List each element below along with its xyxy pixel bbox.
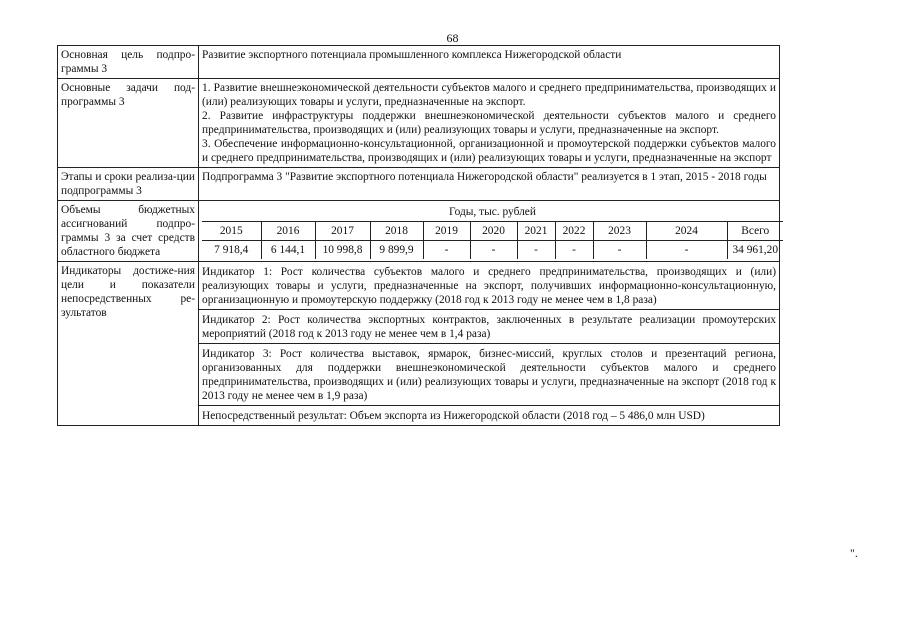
task-item: 1. Развитие внешнеэкономической деятельности субъектов малого и среднего предпринимательства, производящих и (или) реализующих товары и услуги, предназначенные на экспорт.: [202, 82, 776, 108]
closing-quote-mark: ".: [850, 546, 858, 560]
value-cell: -: [423, 241, 470, 260]
year-cell: 2018: [370, 222, 423, 241]
year-cell: 2015: [202, 222, 261, 241]
value-cell: 6 144,1: [261, 241, 315, 260]
year-cell: 2017: [315, 222, 370, 241]
year-cell: 2024: [646, 222, 727, 241]
year-cell: 2023: [593, 222, 646, 241]
value-cell: 10 998,8: [315, 241, 370, 260]
page-number: 68: [446, 31, 459, 45]
value-cell: -: [555, 241, 593, 260]
budget-row: [58, 201, 780, 262]
year-cell-total: Всего: [727, 222, 783, 241]
tasks-label: Основные задачи под-программы 3: [58, 79, 199, 168]
goal-text: Развитие экспортного потенциала промышленного комплекса Нижегородской области: [199, 46, 780, 79]
tasks-content: [199, 79, 780, 168]
value-cell: -: [646, 241, 727, 260]
stages-label: Этапы и сроки реализа-ции подпрограммы 3: [58, 168, 199, 201]
value-cell: 7 918,4: [202, 241, 261, 260]
budget-header-row: [202, 203, 783, 222]
indicator-item: Индикатор 3: Рост количества выставок, ярмарок, бизнес-миссий, круглых столов и презентаций региона, организованных для поддержки внешнеэкономической деятельности субъектов малого и среднего предпринимательства, производящих и (или) реализующих товары и услуги, предназначенные на экспорт (2018 год к 2013 году не менее чем в 1,9 раза): [199, 344, 779, 406]
direct-result-item: Непосредственный результат: Объем экспорта из Нижегородской области (2018 год – 5 486,0 млн USD): [202, 410, 705, 422]
year-cell: 2020: [470, 222, 517, 241]
budget-content: [199, 201, 780, 262]
budget-years-row: [202, 222, 783, 241]
indicator-item: Индикатор 1: Рост количества субъектов малого и среднего предпринимательства, производящих и (или) реализующих товары и услуги, предназначенные на экспорт, получивших информационно-консультационную, организационную и промоутерскую поддержку (2018 год к 2013 году не менее чем в 1,8 раза): [199, 262, 779, 310]
budget-label: Объемы бюджетных ассигнований подпро-граммы 3 за счет средств областного бюджета: [58, 201, 199, 262]
year-cell: 2022: [555, 222, 593, 241]
year-cell: 2019: [423, 222, 470, 241]
indicators-row: [58, 262, 780, 426]
goal-row: [58, 46, 780, 79]
tasks-row: [58, 79, 780, 168]
year-cell: 2016: [261, 222, 315, 241]
value-cell: -: [517, 241, 555, 260]
indicators-label: Индикаторы достиже-ния цели и показатели непосредственных ре-зультатов: [58, 262, 199, 426]
year-cell: 2021: [517, 222, 555, 241]
value-cell: -: [593, 241, 646, 260]
task-item: 2. Развитие инфраструктуры поддержки внешнеэкономической деятельности субъектов малого и среднего предпринимательства, производящих и (или) реализующих товары и услуги, предназначенные на экспорт.: [202, 110, 776, 136]
budget-table: [202, 203, 783, 259]
goal-label: Основная цель подпро-граммы 3: [58, 46, 199, 79]
value-cell-total: 34 961,20: [727, 241, 783, 260]
indicators-content: [199, 262, 780, 426]
stages-text: Подпрограмма 3 "Развитие экспортного потенциала Нижегородской области" реализуется в 1 этап, 2015 - 2018 годы: [199, 168, 780, 201]
indicator-item: Индикатор 2: Рост количества экспортных контрактов, заключенных в результате реализации промоутерских мероприятий (2018 год к 2013 году не менее чем в 1,4 раза): [199, 310, 779, 344]
value-cell: -: [470, 241, 517, 260]
task-item: 3. Обеспечение информационно-консультационной, организационной и промоутерской поддержки субъектов малого и среднего предпринимательства, производящих и (или) реализующих товары и услуги, предназначенные на экспорт: [202, 138, 776, 164]
budget-header: Годы, тыс. рублей: [202, 203, 783, 222]
subprogram-passport-table: [57, 45, 780, 426]
stages-row: [58, 168, 780, 201]
value-cell: 9 899,9: [370, 241, 423, 260]
budget-values-row: [202, 241, 783, 260]
